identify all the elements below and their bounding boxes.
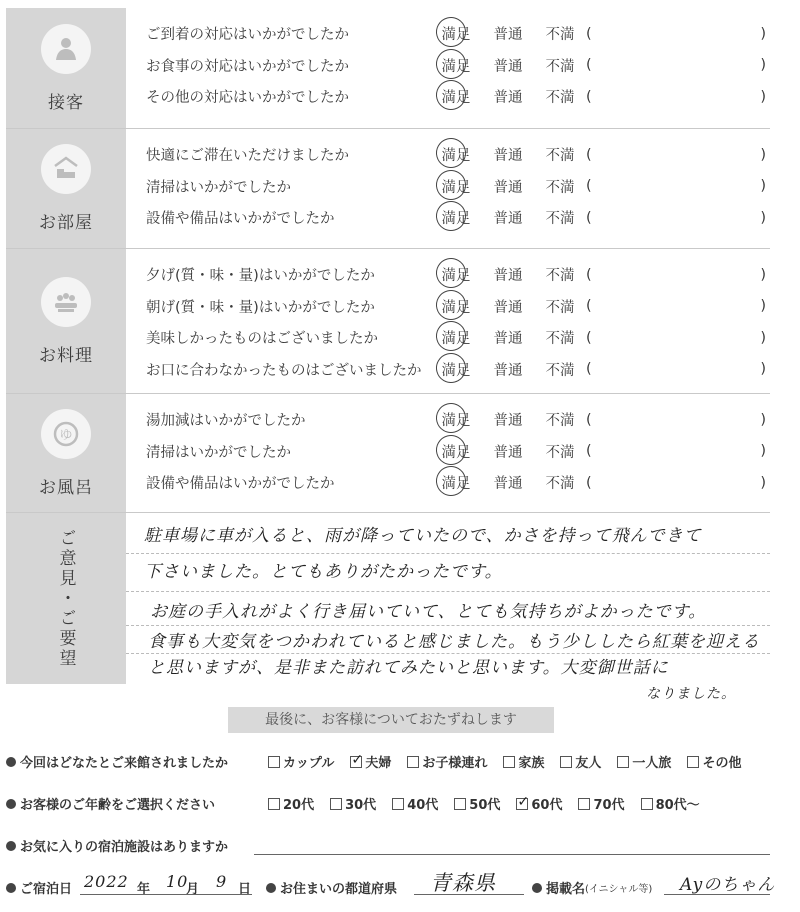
comment-category [6,513,126,684]
handwritten-circle-mark [433,77,470,114]
name-label: 掲載名 [546,882,586,897]
question-list [126,394,770,512]
age-choice[interactable] [268,794,314,813]
option-normal[interactable]: 普通 [493,444,523,461]
ruled-line [126,591,770,592]
comment-area[interactable] [126,513,770,702]
option-dissatisfied[interactable]: 不満 [545,268,575,285]
question-row [146,354,770,386]
meal-icon [41,277,91,327]
stay-year: 2022 [84,872,129,891]
question-text: お口に合わなかったものはございましたか [146,362,422,379]
option-normal[interactable]: 普通 [493,179,523,196]
option-normal[interactable]: 普通 [493,148,523,165]
question-text: 設備や備品はいかがでしたか [146,476,335,493]
name-value: Ayのちゃん [680,875,776,895]
paren-open: ( [586,88,592,105]
question-row [146,322,770,354]
paren-close: ) [760,209,766,226]
question-row [146,467,770,499]
paren-open: ( [586,361,592,378]
stay-date-line[interactable] [80,894,252,895]
checkbox-icon[interactable] [578,798,590,810]
choice-label: 70代 [593,798,625,813]
option-normal[interactable]: 普通 [493,299,523,316]
visit-choice[interactable] [503,752,544,771]
section-0 [6,8,770,128]
paren-close: ) [760,25,766,42]
option-normal[interactable]: 普通 [493,90,523,107]
favorite-question-row [6,836,228,855]
bullet-icon [266,883,276,893]
comment-section [6,512,770,702]
comment-handwriting-line: 食事も大変気をつかわれていると感じました。もう少ししたら紅葉を迎える [148,632,760,652]
paren-open: ( [586,25,592,42]
option-satisfied[interactable]: 満足 [430,441,482,462]
choice-label: 夫婦 [365,756,392,771]
question-list [126,249,770,393]
question-row [146,202,770,234]
choice-label: 40代 [407,798,439,813]
option-dissatisfied[interactable]: 不満 [545,90,575,107]
section-title: お風呂 [39,477,93,498]
choice-label: 友人 [575,756,602,771]
handwritten-circle-mark [433,463,470,500]
question-list [126,129,770,248]
paren-close: ) [760,57,766,74]
section-category [6,249,126,393]
ruled-line [126,553,770,554]
option-normal[interactable]: 普通 [493,268,523,285]
option-normal[interactable]: 普通 [493,27,523,44]
question-row [146,259,770,291]
question-text: 朝げ(質・味・量)はいかがでしたか [146,299,375,316]
month-unit: 月 [186,882,200,897]
choice-label: 50代 [469,798,501,813]
option-dissatisfied[interactable]: 不満 [545,299,575,316]
checkbox-icon[interactable] [392,798,404,810]
option-satisfied[interactable]: 満足 [430,296,482,317]
option-satisfied[interactable]: 満足 [430,55,482,76]
bullet-icon [532,883,542,893]
visit-choice[interactable] [350,752,391,771]
section-category [6,129,126,248]
room-icon [41,144,91,194]
question-row [146,404,770,436]
checkbox-icon[interactable] [560,756,572,768]
age-choice[interactable] [516,794,562,813]
choice-label: カップル [283,756,335,771]
question-text: 快適にご滞在いただけましたか [146,148,349,165]
choice-label: 家族 [518,756,545,771]
option-satisfied[interactable]: 満足 [430,409,482,430]
paren-close: ) [760,443,766,460]
option-satisfied[interactable]: 満足 [430,86,482,107]
checkbox-icon[interactable] [641,798,653,810]
question-text: 設備や備品はいかがでしたか [146,211,335,228]
option-normal[interactable]: 普通 [493,211,523,228]
section-title: お料理 [39,345,93,366]
choice-label: その他 [702,756,742,771]
question-text: 夕げ(質・味・量)はいかがでしたか [146,268,375,285]
checkbox-icon[interactable] [503,756,515,768]
year-unit: 年 [137,882,151,897]
age-choice[interactable] [641,794,700,813]
question-text: その他の対応はいかがでしたか [146,90,349,107]
handwritten-circle-mark [433,318,470,355]
paren-close: ) [760,361,766,378]
question-list [126,8,770,128]
paren-close: ) [760,88,766,105]
bullet-icon [6,757,16,767]
section-title: 接客 [48,92,84,113]
comment-handwriting-line: 駐車場に車が入ると、雨が降っていたので、かさを持って飛んできて [144,526,702,546]
handwritten-circle-mark [433,198,470,235]
handwritten-circle-mark [433,431,470,468]
question-row [146,139,770,171]
paren-open: ( [586,329,592,346]
comment-handwriting-line: と思いますが、是非また訪れてみたいと思います。大変御世話に [148,658,669,678]
section-2 [6,248,770,393]
option-satisfied[interactable]: 満足 [430,264,482,285]
choice-label: 60代 [531,798,563,813]
question-row [146,291,770,323]
bullet-icon [6,883,16,893]
age-question: お客様のご年齢をご選択ください [20,798,216,814]
age-choices [268,794,716,814]
paren-open: ( [586,443,592,460]
option-satisfied[interactable]: 満足 [430,327,482,348]
ruled-line [126,625,770,626]
choice-label: お子様連れ [422,756,488,771]
favorite-answer-line[interactable] [254,854,770,855]
paren-close: ) [760,146,766,163]
option-dissatisfied[interactable]: 不満 [545,362,575,379]
checkbox-icon[interactable] [268,798,280,810]
stay-label: ご宿泊日 [20,882,73,897]
visit-choices [268,752,757,772]
section-1 [6,128,770,248]
paren-open: ( [586,209,592,226]
age-choice[interactable] [392,794,438,813]
question-row [146,81,770,113]
visit-question-row [6,752,757,772]
hot-spring-icon [41,409,91,459]
handwritten-circle-mark [433,349,470,386]
option-dissatisfied[interactable]: 不満 [545,444,575,461]
section-category [6,8,126,128]
age-question-row [6,794,716,814]
choice-label: 80代〜 [655,798,700,813]
paren-close: ) [760,298,766,315]
comment-handwriting-line: お庭の手入れがよく行き届いていて、とても気持ちがよかったです。 [150,602,707,622]
option-normal[interactable]: 普通 [493,362,523,379]
option-dissatisfied[interactable]: 不満 [545,27,575,44]
option-satisfied[interactable]: 満足 [430,23,482,44]
question-text: ご到着の対応はいかがでしたか [146,27,349,44]
checkbox-icon[interactable] [330,798,342,810]
bullet-icon [6,799,16,809]
paren-close: ) [760,411,766,428]
question-row [146,436,770,468]
bullet-icon [6,841,16,851]
handwritten-circle-mark [433,45,470,82]
handwritten-circle-mark [433,166,470,203]
visit-choice[interactable] [617,752,671,771]
svg-text:ゆ: ゆ [59,427,73,443]
handwritten-circle-mark [433,400,470,437]
paren-open: ( [586,178,592,195]
checkbox-icon[interactable] [617,756,629,768]
checkbox-icon[interactable] [268,756,280,768]
checkbox-icon[interactable] [687,756,699,768]
paren-close: ) [760,474,766,491]
question-text: 清掃はいかがでしたか [146,444,291,461]
visit-choice[interactable] [560,752,601,771]
question-row [146,171,770,203]
visit-choice[interactable] [268,752,334,771]
section-title: お部屋 [39,213,93,233]
handwritten-circle-mark [433,255,470,292]
name-row [532,878,652,897]
visit-choice[interactable] [687,752,741,771]
option-dissatisfied[interactable]: 不満 [545,148,575,165]
checked-checkbox-icon[interactable] [516,798,528,810]
option-satisfied[interactable]: 満足 [430,207,482,228]
day-unit: 日 [238,882,252,897]
option-dissatisfied[interactable]: 不満 [545,331,575,348]
choice-label: 一人旅 [632,756,672,771]
pref-label: お住まいの都道府県 [280,882,398,897]
section-category [6,394,126,512]
pref-row [266,878,397,897]
paren-close: ) [760,329,766,346]
stay-month: 10 [166,872,189,891]
visit-choice[interactable] [407,752,487,771]
option-dissatisfied[interactable]: 不満 [545,476,575,493]
question-row [146,50,770,82]
option-normal[interactable]: 普通 [493,476,523,493]
pref-line[interactable] [414,894,524,895]
question-text: 美味しかったものはございましたか [146,331,378,348]
paren-open: ( [586,57,592,74]
age-choice[interactable] [330,794,376,813]
choice-label: 20代 [283,798,315,813]
choice-label: 30代 [345,798,377,813]
stay-row [6,878,72,897]
question-text: 湯加減はいかがでしたか [146,413,306,430]
paren-open: ( [586,411,592,428]
handwritten-circle-mark [433,14,470,51]
handwritten-circle-mark [433,286,470,323]
favorite-question: お気に入りの宿泊施設はありますか [20,840,229,855]
name-line[interactable] [664,894,770,895]
visit-question: 今回はどなたとご来館されましたか [20,756,229,772]
section-3 [6,393,770,512]
age-choice[interactable] [578,794,624,813]
option-satisfied[interactable]: 満足 [430,176,482,197]
checkbox-icon[interactable] [407,756,419,768]
paren-close: ) [760,178,766,195]
option-dissatisfied[interactable]: 不満 [545,179,575,196]
name-note: (イニシャル等) [585,884,653,895]
option-satisfied[interactable]: 満足 [430,359,482,380]
stay-day: 9 [216,872,228,891]
question-row [146,18,770,50]
option-normal[interactable]: 普通 [493,331,523,348]
option-satisfied[interactable]: 満足 [430,472,482,493]
option-satisfied[interactable]: 満足 [430,144,482,165]
option-dissatisfied[interactable]: 不満 [545,211,575,228]
question-text: 清掃はいかがでしたか [146,179,291,196]
handwritten-circle-mark [433,135,470,172]
option-dissatisfied[interactable]: 不満 [545,413,575,430]
paren-open: ( [586,146,592,163]
option-normal[interactable]: 普通 [493,58,523,75]
option-normal[interactable]: 普通 [493,413,523,430]
comment-handwriting-line: 下さいました。とてもありがたかったです。 [144,562,503,582]
pref-value: 青森県 [430,871,496,895]
age-choice[interactable] [454,794,500,813]
comment-handwriting-line: なりました。 [646,686,736,702]
question-text: お食事の対応はいかがでしたか [146,58,349,75]
person-icon [41,24,91,74]
comment-title: ご意見・ご要望 [55,528,76,669]
closing-banner: 最後に、お客様についておたずねします [228,707,554,733]
paren-open: ( [586,266,592,283]
paren-open: ( [586,298,592,315]
survey-table [6,8,770,702]
option-dissatisfied[interactable]: 不満 [545,58,575,75]
checkbox-icon[interactable] [454,798,466,810]
checked-checkbox-icon[interactable] [350,756,362,768]
paren-open: ( [586,474,592,491]
paren-close: ) [760,266,766,283]
